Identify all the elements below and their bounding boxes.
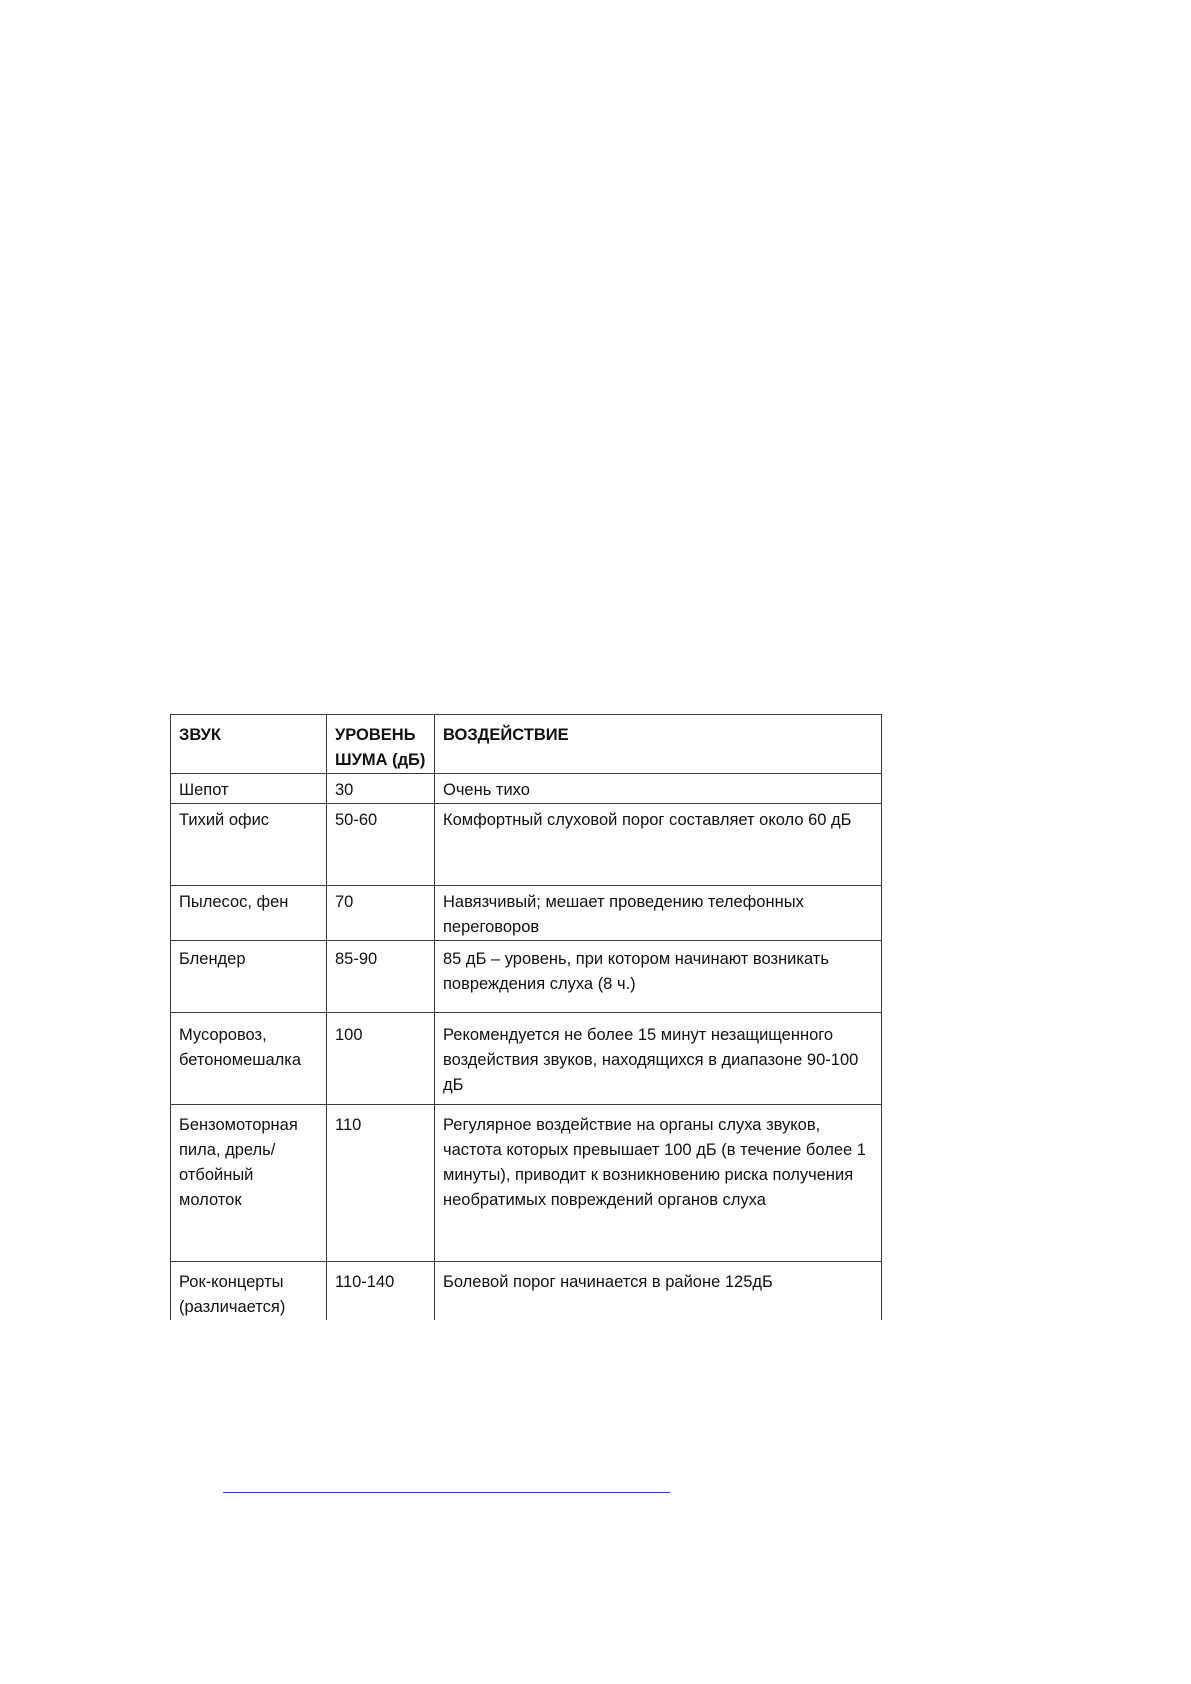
cell-sound: Пылесос, фен [171, 886, 327, 941]
cell-sound: Бензомоторная пила, дрель/отбойный молоток [171, 1105, 327, 1262]
cell-effect: Регулярное воздействие на органы слуха звуков, частота которых превышает 100 дБ (в течение более 1 минуты), приводит к возникновению риска получения необратимых повреждений органов слуха [435, 1105, 882, 1262]
cell-sound: Шепот [171, 774, 327, 804]
table-row [171, 1262, 882, 1321]
cell-sound: Блендер [171, 941, 327, 1013]
table-row [171, 804, 882, 886]
cell-level: 110 [327, 1105, 435, 1262]
cell-sound: Тихий офис [171, 804, 327, 886]
table-row [171, 774, 882, 804]
noise-level-table [170, 714, 882, 1320]
cell-effect: Навязчивый; мешает проведению телефонных переговоров [435, 886, 882, 941]
table-row [171, 941, 882, 1013]
cell-level: 85-90 [327, 941, 435, 1013]
table-header-row [171, 715, 882, 774]
table-row [171, 886, 882, 941]
cell-effect: Болевой порог начинается в районе 125дБ [435, 1262, 882, 1321]
cell-effect: Очень тихо [435, 774, 882, 804]
cell-level: 50-60 [327, 804, 435, 886]
cell-effect: 85 дБ – уровень, при котором начинают возникать повреждения слуха (8 ч.) [435, 941, 882, 1013]
table-row [171, 1105, 882, 1262]
cell-effect: Рекомендуется не более 15 минут незащищенного воздействия звуков, находящихся в диапазоне 90-100 дБ [435, 1013, 882, 1105]
cell-level: 30 [327, 774, 435, 804]
header-noise-level: УРОВЕНЬ ШУМА (дБ) [327, 715, 435, 774]
cell-level: 70 [327, 886, 435, 941]
cell-sound: Рок-концерты (различается) [171, 1262, 327, 1321]
table-row [171, 1013, 882, 1105]
header-effect: ВОЗДЕЙСТВИЕ [435, 715, 882, 774]
cell-level: 110-140 [327, 1262, 435, 1321]
cell-sound: Мусоровоз, бетономешалка [171, 1013, 327, 1105]
cell-level: 100 [327, 1013, 435, 1105]
header-sound: ЗВУК [171, 715, 327, 774]
cell-effect: Комфортный слуховой порог составляет около 60 дБ [435, 804, 882, 886]
hyperlink-underline[interactable] [223, 1492, 670, 1493]
